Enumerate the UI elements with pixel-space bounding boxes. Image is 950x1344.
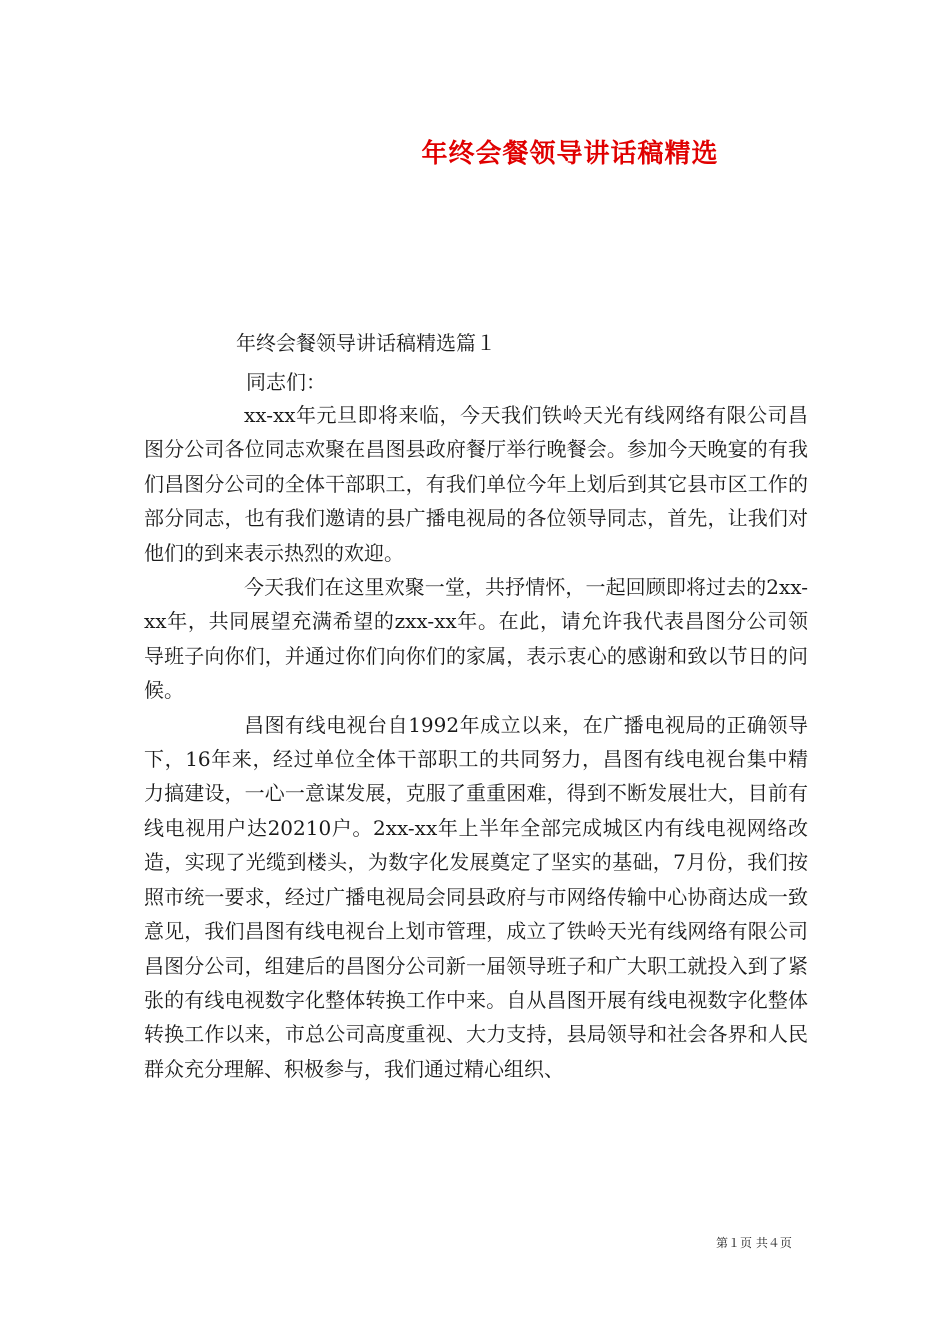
section-heading: 年终会餐领导讲话稿精选篇１ — [236, 331, 496, 355]
paragraph-1: xx-xx年元旦即将来临，今天我们铁岭天光有线网络有限公司昌图分公司各位同志欢聚在昌图县政府餐厅举行晚餐会。参加今天晚宴的有我们昌图分公司的全体干部职工，有我们单位今年上划后到其它县市区工作的部分同志，也有我们邀请的县广播电视局的各位领导同志，首先，让我们对他们的到来表示热烈的欢迎。 — [144, 403, 808, 565]
page-footer: 第１页 共４页 — [716, 1236, 792, 1250]
paragraph-2: 今天我们在这里欢聚一堂，共抒情怀，一起回顾即将过去的2xx-xx年，共同展望充满希望的zxx-xx年。在此，请允许我代表昌图分公司领导班子向你们，并通过你们向你们的家属，表示衷心的感谢和致以节日的问候。 — [144, 575, 808, 703]
document-title: 年终会餐领导讲话稿精选 — [421, 139, 719, 169]
paragraph-3: 昌图有线电视台自1992年成立以来，在广播电视局的正确领导下，16年来，经过单位全体干部职工的共同努力，昌图有线电视台集中精力搞建设，一心一意谋发展，克服了重重困难，得到不断发展壮大，目前有线电视用户达20210户。2xx-xx年上半年全部完成城区内有线电视网络改造，实现了光缆到楼头，为数字化发展奠定了坚实的基础，7月份，我们按照市统一要求，经过广播电视局会同县政府与市网络传输中心协商达成一致意见，我们昌图有线电视台上划市管理，成立了铁岭天光有线网络有限公司昌图分公司，组建后的昌图分公司新一届领导班子和广大职工就投入到了紧张的有线电视数字化整体转换工作中来。自从昌图开展有线电视数字化整体转换工作以来，市总公司高度重视、大力支持，县局领导和社会各界和人民群众充分理解、积极参与，我们通过精心组织、 — [144, 712, 808, 1081]
salutation: 同志们： — [246, 370, 326, 394]
document-body — [144, 398, 808, 1086]
